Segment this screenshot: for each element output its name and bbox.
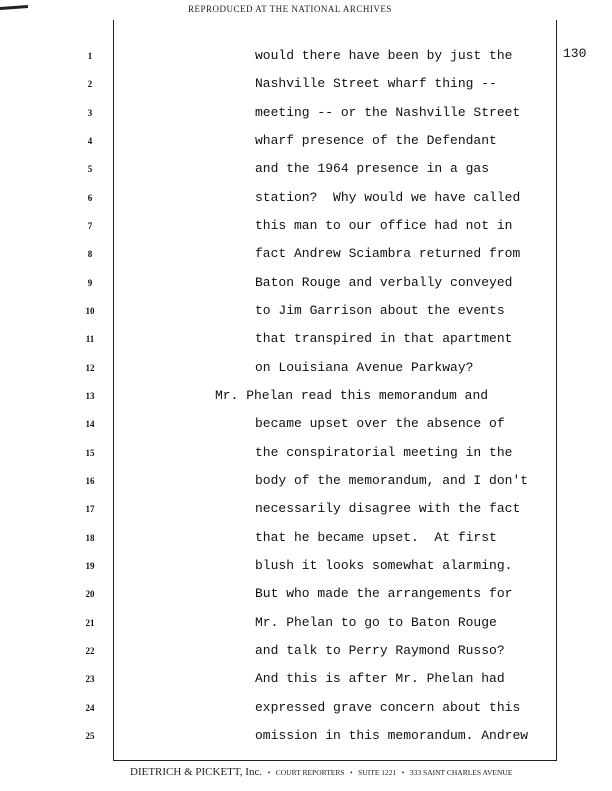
line-number: 23: [85, 674, 95, 685]
footer-company: DIETRICH & PICKETT, Inc.: [130, 766, 263, 778]
footer-role: COURT REPORTERS: [275, 768, 345, 777]
transcript-line: body of the memorandum, and I don't: [255, 472, 529, 488]
transcript-line: wharf presence of the Defendant: [255, 132, 497, 148]
transcript-line: Baton Rouge and verbally conveyed: [255, 274, 513, 290]
transcript-line: station? Why would we have called: [255, 189, 521, 205]
footer-suite: SUITE 1221: [358, 768, 397, 777]
line-number: 11: [85, 334, 95, 345]
line-number: 7: [87, 220, 93, 231]
footer-address: 333 SAINT CHARLES AVENUE: [409, 768, 513, 777]
line-number: 8: [87, 249, 93, 260]
line-number: 10: [85, 305, 95, 316]
transcript-line: to Jim Garrison about the events: [255, 302, 505, 318]
transcript-line: And this is after Mr. Phelan had: [255, 671, 505, 687]
transcript-line: Mr. Phelan to go to Baton Rouge: [255, 614, 497, 630]
line-number: 17: [85, 504, 95, 515]
line-number: 6: [87, 192, 93, 203]
line-number: 12: [85, 362, 95, 373]
transcript-line: that he became upset. At first: [255, 529, 497, 545]
transcript-line: necessarily disagree with the fact: [255, 501, 521, 517]
line-number: 19: [85, 560, 95, 571]
line-number: 1: [87, 51, 93, 61]
transcript-line: the conspiratorial meeting in the: [255, 444, 513, 460]
transcript-line: Mr. Phelan read this memorandum and: [215, 387, 489, 403]
scan-mark: [0, 5, 28, 10]
line-number: 24: [85, 702, 95, 713]
line-number: 18: [85, 532, 95, 543]
line-number: 14: [85, 419, 95, 430]
line-number: 2: [87, 79, 93, 90]
transcript-line: would there have been by just the: [255, 48, 513, 63]
footer: DIETRICH & PICKETT, Inc. • COURT REPORTERS • SUITE 1221 • 333 SAINT CHARLES AVENUE: [130, 766, 513, 778]
line-number: 5: [87, 164, 93, 175]
line-number: 21: [85, 617, 95, 628]
transcript-line: this man to our office had not in: [255, 217, 513, 233]
line-number: 9: [87, 277, 93, 288]
line-number: 3: [87, 107, 93, 118]
line-number: 15: [85, 447, 95, 458]
transcript-line: and talk to Perry Raymond Russo?: [255, 642, 505, 658]
line-number: 13: [85, 390, 95, 401]
transcript-line: meeting -- or the Nashville Street: [255, 104, 521, 120]
transcript-line: that transpired in that apartment: [255, 331, 513, 347]
transcript-line: on Louisiana Avenue Parkway?: [255, 359, 474, 375]
transcript-line: became upset over the absence of: [255, 416, 505, 432]
archive-header: REPRODUCED AT THE NATIONAL ARCHIVES: [188, 4, 392, 14]
line-number: 25: [85, 730, 95, 741]
transcript-line: fact Andrew Sciambra returned from: [255, 246, 521, 262]
transcript-line: and the 1964 presence in a gas: [255, 161, 490, 177]
transcript-line: blush it looks somewhat alarming.: [255, 557, 513, 573]
line-number: 4: [87, 135, 93, 146]
line-number: 20: [85, 589, 95, 600]
transcript-line: expressed grave concern about this: [255, 699, 521, 715]
transcript-line: omission in this memorandum. Andrew: [255, 727, 529, 743]
line-number: 22: [85, 645, 95, 656]
transcript-line: Nashville Street wharf thing --: [255, 76, 497, 92]
transcript-line: But who made the arrangements for: [255, 586, 513, 602]
line-number: 16: [85, 475, 95, 486]
page-number: 130: [563, 46, 587, 61]
